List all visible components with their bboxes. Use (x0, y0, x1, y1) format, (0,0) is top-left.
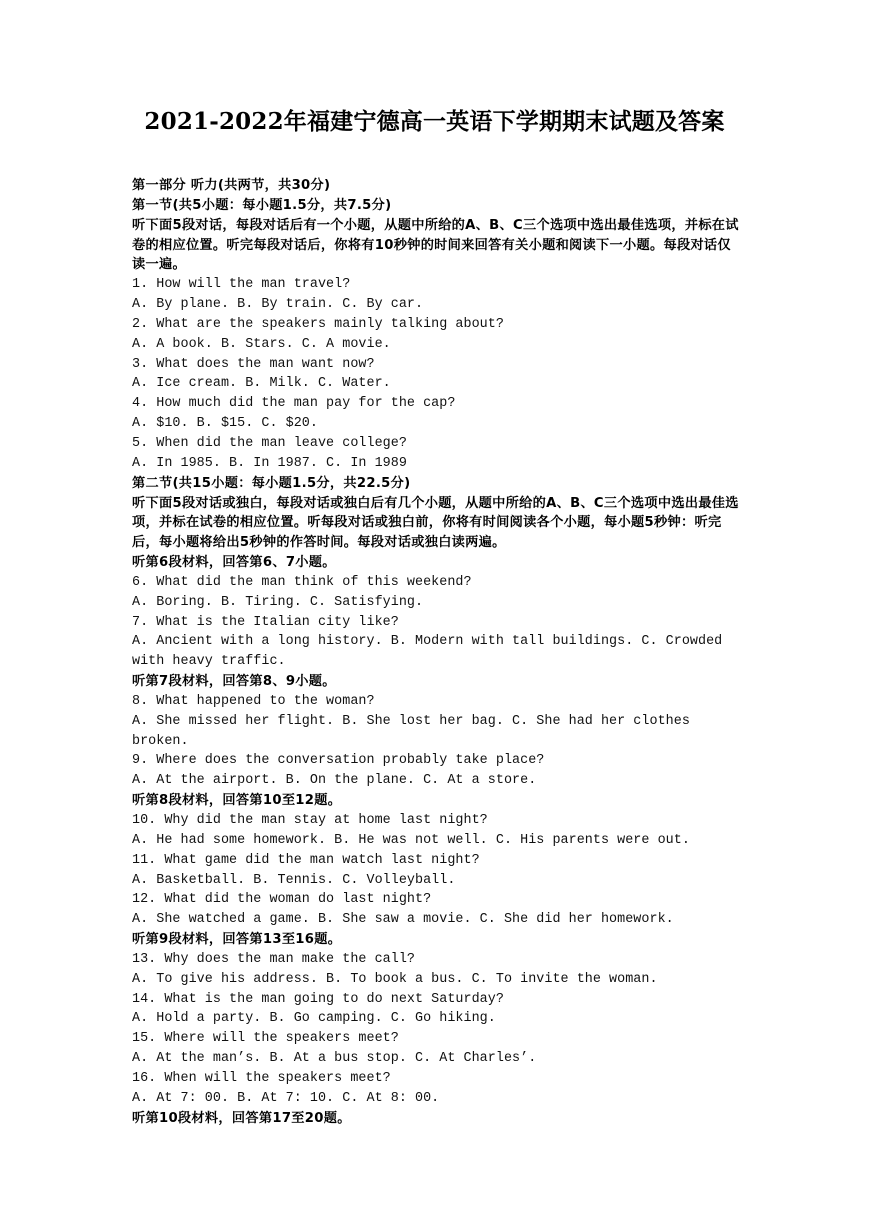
question-line: A. A book. B. Stars. C. A movie. (132, 336, 391, 352)
section-heading: 听下面5段对话或独白，每段对话或独白后有几个小题，从题中所给的A、B、C三个选项中选出最佳选项，并标在试卷的相应位置。听每段对话或独白前，你将有时间阅读各个小题，每小题5秒钟：听完后，每小题将给出5秒钟的作答时间。每段对话或独白读两遍。 (132, 495, 739, 551)
question-line: 16. When will the speakers meet? (132, 1070, 391, 1086)
question-line: A. In 1985. B. In 1987. C. In 1989 (132, 455, 407, 471)
question-line: A. Hold a party. B. Go camping. C. Go hiking. (132, 1011, 496, 1027)
question-line: 9. Where does the conversation probably take place? (132, 753, 545, 769)
question-line: A. At the man’s. B. At a bus stop. C. At Charles’. (132, 1051, 537, 1067)
document-body (132, 176, 742, 1129)
question-line: A. At 7: 00. B. At 7: 10. C. At 8: 00. (132, 1090, 440, 1106)
question-line: 15. Where will the speakers meet? (132, 1031, 399, 1047)
question-line: A. At the airport. B. On the plane. C. At a store. (132, 773, 537, 789)
question-line: A. By plane. B. By train. C. By car. (132, 297, 424, 313)
section-heading: 第一节(共5小题：每小题1.5分，共7.5分) (132, 197, 392, 213)
section-heading: 听第9段材料，回答第13至16题。 (132, 932, 342, 948)
question-line: 3. What does the man want now? (132, 356, 375, 372)
page-title: 2021-2022年福建宁德高一英语下学期期末试题及答案 (144, 108, 725, 135)
question-line: 4. How much did the man pay for the cap? (132, 396, 456, 412)
question-line: 2. What are the speakers mainly talking about? (132, 316, 504, 332)
question-line: 13. Why does the man make the call? (132, 951, 415, 967)
section-heading: 第二节(共15小题：每小题1.5分，共22.5分) (132, 475, 411, 491)
section-heading: 听第6段材料，回答第6、7小题。 (132, 555, 336, 571)
question-line: 6. What did the man think of this weekend? (132, 574, 472, 590)
question-line: 12. What did the woman do last night? (132, 892, 432, 908)
question-line: 8. What happened to the woman? (132, 693, 375, 709)
question-line: 11. What game did the man watch last night? (132, 852, 480, 868)
question-line: A. Ice cream. B. Milk. C. Water. (132, 376, 391, 392)
section-heading: 第一部分 听力(共两节，共30分) (132, 178, 331, 193)
section-heading: 听第7段材料，回答第8、9小题。 (132, 674, 336, 690)
question-line: A. She watched a game. B. She saw a movie. C. She did her homework. (132, 912, 674, 928)
question-line: A. Ancient with a long history. B. Modern with tall buildings. C. Crowded with heavy traffic. (132, 634, 723, 670)
question-line: 14. What is the man going to do next Saturday? (132, 991, 504, 1007)
question-line: A. Boring. B. Tiring. C. Satisfying. (132, 594, 424, 610)
question-line: 1. How will the man travel? (132, 277, 351, 293)
question-line: 7. What is the Italian city like? (132, 614, 399, 630)
question-line: A. Basketball. B. Tennis. C. Volleyball. (132, 872, 456, 888)
question-line: 5. When did the man leave college? (132, 435, 407, 451)
section-heading: 听第8段材料，回答第10至12题。 (132, 793, 342, 809)
question-line: A. She missed her flight. B. She lost her bag. C. She had her clothes broken. (132, 713, 699, 749)
question-line: A. To give his address. B. To book a bus. C. To invite the woman. (132, 971, 658, 987)
section-heading: 听第10段材料，回答第17至20题。 (132, 1110, 351, 1126)
section-heading: 听下面5段对话，每段对话后有一个小题，从题中所给的A、B、C三个选项中选出最佳选项，并标在试卷的相应位置。听完每段对话后，你将有10秒钟的时间来回答有关小题和阅读下一小题。每段对话仅读一遍。 (132, 217, 739, 273)
question-line: 10. Why did the man stay at home last night? (132, 813, 488, 828)
question-line: A. $10. B. $15. C. $20. (132, 416, 318, 432)
question-line: A. He had some homework. B. He was not well. C. His parents were out. (132, 832, 690, 848)
